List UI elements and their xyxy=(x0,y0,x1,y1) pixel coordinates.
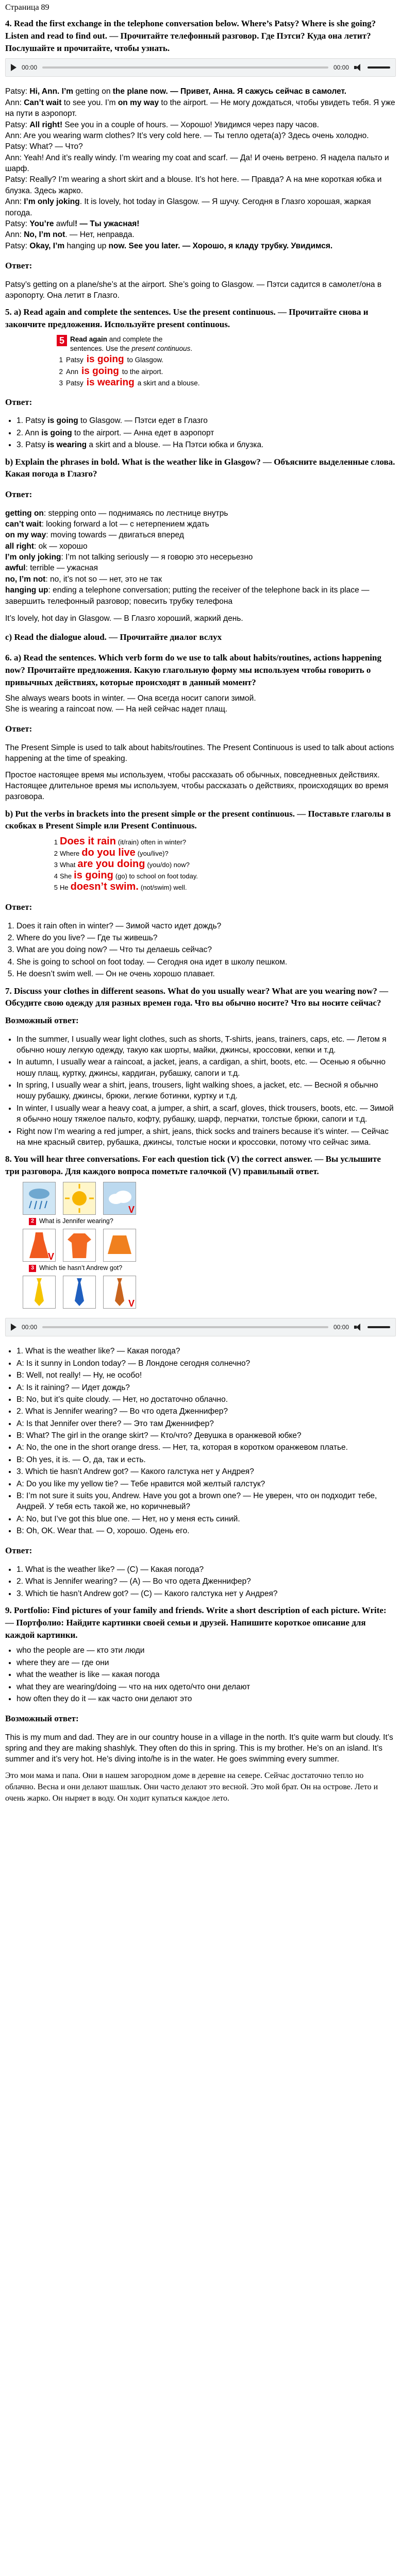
fill-number: 1 xyxy=(54,838,58,846)
question-3-label xyxy=(29,1264,396,1273)
dialog-part: Patsy: xyxy=(5,87,30,96)
dialog-line xyxy=(5,97,396,120)
blue-tie-icon xyxy=(63,1276,95,1308)
explanation: : moving towards — двигаться вперед xyxy=(46,531,184,540)
answer-text: 2. Ann xyxy=(16,428,42,437)
fill-row xyxy=(52,848,206,859)
dialog-part: See you in a couple of hours. — Хорошо! Увидимся через пару часов. xyxy=(62,120,319,129)
answer-8-list xyxy=(5,1564,396,1599)
volume-icon[interactable] xyxy=(354,1324,362,1331)
task-9-list xyxy=(5,1645,396,1704)
dialog-line: • A: Is it raining? — Идет дождь? xyxy=(16,1382,396,1393)
answer-bold: is going xyxy=(41,428,72,437)
exercise-6b-card xyxy=(52,836,206,893)
dialog-part: I’m only joking xyxy=(24,197,80,207)
option-brown-tie[interactable] xyxy=(103,1276,136,1309)
time-total: 00:00 xyxy=(333,1324,349,1331)
dialog-part: What? — Что? xyxy=(29,142,83,151)
option-cloud[interactable] xyxy=(103,1182,136,1215)
card-row-answer: is wearing xyxy=(86,377,135,388)
dialog-part: All right! xyxy=(29,120,63,129)
dialog-part: getting on xyxy=(75,87,111,96)
dialog-part: Are you wearing warm clothes? It’s very cold here. — Ты тепло одета(а)? Здесь очень холодно. xyxy=(23,131,369,140)
dialog-part: on my way xyxy=(118,98,159,107)
answer-label-6b: Ответ: xyxy=(5,902,32,912)
card-row-answer: is going xyxy=(86,354,124,365)
card-row-rest: a skirt and a blouse. xyxy=(137,379,200,387)
answer-label-8: Ответ: xyxy=(5,1546,32,1556)
answer-label-9: Возможный ответ: xyxy=(5,1714,79,1724)
phrase-explanation xyxy=(5,508,396,519)
option-blue-tie[interactable] xyxy=(63,1276,96,1309)
phrase-explanation xyxy=(5,585,396,607)
task-6b-heading: b) Put the verbs in brackets into the present simple or the present continuous. — Поставьте глаголы в скобках в Present Simple или Present Continuous. xyxy=(5,808,391,831)
dialog-line xyxy=(5,152,396,175)
dialog-part: Hi, Ann. I’m xyxy=(29,87,76,96)
fill-row xyxy=(52,882,206,893)
dialog-line: • A: No, the one in the short orange dress. — Нет, та, которая в коротком оранжевом платье. xyxy=(16,1442,396,1453)
dialog-part: Patsy: xyxy=(5,142,30,151)
answer-label-7: Возможный ответ: xyxy=(5,1015,79,1026)
phrase: all right xyxy=(5,541,34,551)
seek-bar[interactable] xyxy=(42,66,328,69)
question-2-label xyxy=(29,1217,396,1226)
dialog-line: • 1. What is the weather like? — Какая погода? xyxy=(16,1346,396,1357)
answer-item: • 3. Which tie hasn’t Andrew got? — (C) — Какого галстука нет у Андрея? xyxy=(16,1588,396,1599)
card-row xyxy=(57,378,222,388)
fill-post: (go) to school on foot today. xyxy=(115,872,198,880)
fill-row xyxy=(52,836,206,848)
phrase-explanation xyxy=(5,530,396,540)
answer-item: 4. She is going to school on foot today. — Сегодня она идет в школу пешком. xyxy=(16,957,396,968)
tick-mark: V xyxy=(128,1204,135,1215)
dialog-line xyxy=(5,174,396,196)
dialog-line: • B: Well, not really! — Ну, не особо! xyxy=(16,1370,396,1381)
card-row-rest: to Glasgow. xyxy=(127,356,164,364)
exercise-5-card xyxy=(57,335,222,388)
answer-item xyxy=(16,428,396,438)
card-row-subject: Patsy xyxy=(66,379,83,387)
dialog-part: . It is lovely, hot today in Glasgow. — Я шучу. Сегодня в Глазго хорошая, жаркая погода. xyxy=(5,197,371,217)
fill-answer: are you doing xyxy=(77,858,145,870)
phrase: no, I’m not xyxy=(5,574,46,584)
option-sun[interactable] xyxy=(63,1182,96,1215)
answer-9-ru: Это мои мама и папа. Они в нашем загородном доме в деревне на севере. Сейчас достаточно тепло но облачно. Весна и они делают шашлык. Они часто делают это весной. Это мой брат. Он на острове. Лето и очень жарко. Он ныряет в воду. Он ходит купаться каждое лето. xyxy=(5,1771,378,1803)
task-5c-heading: c) Read the dialogue aloud. — Прочитайте диалог вслух xyxy=(5,632,222,642)
dialog-line xyxy=(5,196,396,218)
dialog-part: Patsy: xyxy=(5,219,30,228)
explanation: : ending a telephone conversation; putting the receiver of the telephone back in its place — завершить телефонный разговор; повесить трубку телефона xyxy=(5,586,370,606)
option-rain-cloud[interactable] xyxy=(23,1182,56,1215)
dialog-line: • B: What? The girl in the orange skirt? — Кто/что? Девушка в оранжевой юбке? xyxy=(16,1430,396,1441)
answer-item: • In autumn, I usually wear a raincoat, a jacket, jeans, a cardigan, a shirt, boots, etc. — Осенью я обычно ношу плащ, куртку, джинсы, кардиган, рубашку, сапоги и т.д. xyxy=(16,1057,396,1079)
dialog-part: You’re xyxy=(29,219,56,228)
q2-number: 2 xyxy=(29,1218,36,1225)
card-row-rest: to the airport. xyxy=(122,367,163,376)
skirt-icon xyxy=(104,1229,136,1261)
phrase-explanation xyxy=(5,519,396,530)
dialog-line: • A: Do you like my yellow tie? — Тебе нравится мой желтый галстук? xyxy=(16,1479,396,1489)
answer-item: • In spring, I usually wear a shirt, jeans, trousers, light walking shoes, a jacket, etc. — Весной я обычно ношу рубашку, джинсы, брюки, легкие ботинки, куртку и т.д. xyxy=(16,1080,396,1102)
dialog-line: • 2. What is Jennifer wearing? — Во что одета Дженнифер? xyxy=(16,1406,396,1417)
dialog-part: ! — Ты ужасная! xyxy=(74,219,140,228)
list-item: • what they are wearing/doing — что на них одето/что они делают xyxy=(16,1682,396,1692)
audio-player-2[interactable] xyxy=(5,1318,396,1336)
explanation: : no, it’s not so — нет, это не так xyxy=(45,574,162,584)
dialog-line: • B: No, but it’s quite cloudy. — Нет, но достаточно облачно. xyxy=(16,1394,396,1405)
play-icon[interactable] xyxy=(11,64,16,71)
card-row-answer: is going xyxy=(81,365,119,377)
explanation: : ok — хорошо xyxy=(34,541,88,551)
card-row-number: 3 xyxy=(59,379,63,387)
dialog-line: • B: I’m not sure it suits you, Andrew. Have you got a brown one? — Не уверен, что он подходит тебе, Андрей. У тебя есть такой же, но коричневый? xyxy=(16,1490,396,1513)
dialog-part: Yeah! And it’s really windy. I’m wearing my coat and scarf. — Да! И очень ветрено. Я надела пальто и шарф. xyxy=(5,153,389,174)
task-6a-heading: 6. a) Read the sentences. Which verb form do we use to talk about habits/routines, actions happening now? Прочитайте предложения. Какую глагольную форму мы используем чтобы говорить о привычных действиях, которые происходят в данный момент? xyxy=(5,653,381,687)
dialog-part: the plane now. — Привет, Анна. Я сажусь сейчас в самолет. xyxy=(110,87,347,96)
answer-label-6a: Ответ: xyxy=(5,724,32,734)
answer-label-5a: Ответ: xyxy=(5,397,32,407)
fill-answer: do you live xyxy=(81,847,136,859)
answer-label-5b: Ответ: xyxy=(5,489,32,500)
q3-number: 3 xyxy=(29,1265,36,1272)
task-9-heading: 9. Portfolio: Find pictures of your family and friends. Write a short description of each picture. Write: — Портфолио: Найдите картинки своей семьи и друзей. Напишите короткое описание для каждой картинки. xyxy=(5,1605,387,1640)
dialog-line xyxy=(5,86,396,97)
dialog-part: Patsy: xyxy=(5,241,30,250)
dialog-part: Ann: xyxy=(5,230,24,240)
answer-4: Patsy’s getting on a plane/she’s at the airport. She’s going to Glasgow. — Пэтси садится в самолет/она в аэропорту. Она летит в Глазго. xyxy=(5,280,382,300)
answer-bold: is going xyxy=(47,416,78,426)
answer-item xyxy=(16,439,396,450)
volume-icon[interactable] xyxy=(354,64,362,71)
card-head-5: . xyxy=(190,345,193,353)
list-item: • where they are — где они xyxy=(16,1657,396,1668)
answer-text: to the airport. — Анна едет в аэропорт xyxy=(72,428,214,437)
option-orange-dress[interactable] xyxy=(23,1229,56,1262)
q3-text: Which tie hasn’t Andrew got? xyxy=(39,1264,123,1272)
fill-number: 5 xyxy=(54,884,58,892)
card-row-subject: Patsy xyxy=(66,356,83,364)
card-row-subject: Ann xyxy=(66,367,79,376)
tick-mark: V xyxy=(47,1251,54,1262)
dialog-line: • A: Is that Jennifer over there? — Это там Дженнифер? xyxy=(16,1418,396,1429)
sun-icon xyxy=(63,1182,95,1214)
answer-5a-list xyxy=(5,415,396,450)
explanation: : terrible — ужасная xyxy=(25,564,98,573)
fill-row xyxy=(52,859,206,870)
dialog-line: • 3. Which tie hasn’t Andrew got? — Какого галстука нет у Андрея? xyxy=(16,1466,396,1477)
task-4-heading: 4. Read the first exchange in the telephone conversation below. Where’s Patsy? Where is she going? Listen and read to find out. — Прочитайте телефонный разговор. Где Пэтси? Куда она летит? Послушайте и прочитайте, чтобы узнать. xyxy=(5,19,376,53)
phrase: I’m only joking xyxy=(5,553,61,562)
answer-text: a skirt and a blouse. — На Пэтси юбка и блузка. xyxy=(87,440,264,450)
dialog-part: Really? I’m wearing a short skirt and a blouse. It’s hot here. — Правда? А на мне короткая юбка и блузка. Здесь жарко. xyxy=(5,175,382,195)
dialog-part: Okay, I’m xyxy=(29,241,67,250)
card-row-number: 1 xyxy=(59,356,63,364)
phrase: on my way xyxy=(5,531,46,540)
answer-5b-weather: It’s lovely, hot day in Glasgow. — В Глазго хороший, жаркий день. xyxy=(5,614,243,623)
play-icon[interactable] xyxy=(11,1324,16,1331)
list-item: • who the people are — кто эти люди xyxy=(16,1645,396,1656)
card-head-3: sentences. Use the xyxy=(70,345,132,353)
exercise-badge: 5 xyxy=(57,335,67,346)
answer-item xyxy=(16,415,396,426)
dialog-part: Can’t wait xyxy=(24,98,62,107)
answer-bold: is wearing xyxy=(47,440,87,450)
fill-pre: He xyxy=(60,884,69,892)
answer-label: Ответ: xyxy=(5,261,32,271)
yellow-tie-icon xyxy=(23,1276,55,1308)
explanation: : looking forward a lot — с нетерпением ждать xyxy=(41,519,209,529)
answer-6a-1: The Present Simple is used to talk about habits/routines. The Present Continuous is used to talk about actions happening at the time of speaking. xyxy=(5,743,394,764)
answer-text: 3. Patsy xyxy=(16,440,48,450)
dialog-line: • B: Oh, OK. Wear that. — О, хорошо. Одень его. xyxy=(16,1526,396,1536)
dialog-line: • B: Oh yes, it is. — О, да, так и есть. xyxy=(16,1454,396,1465)
card-row xyxy=(57,366,222,377)
seek-bar[interactable] xyxy=(42,1326,328,1328)
phrase-explanation xyxy=(5,563,396,573)
example-6a-2: She is wearing a raincoat now. — На ней сейчас надет плащ. xyxy=(5,704,228,714)
fill-answer: is going xyxy=(74,870,113,882)
answer-5b xyxy=(5,508,396,607)
answer-item: • Right now I’m wearing a red jumper, a shirt, jeans, thick socks and trainers because it’s winter. — Сейчас на мне красный свитер, рубашка, джинсы, толстые носки и кроссовки, потому что сейчас зима. xyxy=(16,1126,396,1148)
rain-cloud-icon xyxy=(23,1182,55,1214)
fill-number: 4 xyxy=(54,872,58,880)
fill-number: 2 xyxy=(54,850,58,858)
dialog-line: • A: Is it sunny in London today? — В Лондоне сегодня солнечно? xyxy=(16,1358,396,1369)
card-head-4: present continuous xyxy=(131,345,191,353)
answer-9-en: This is my mum and dad. They are in our country house in a village in the north. It’s quite warm but cloudy. It’s spring and they are making shashlyk. They often do this in spring. This is my brother. He’s on an island. It’s summer and it’s very hot. He’s diving into/he is in the water. He goes swimming every summer. xyxy=(5,1733,393,1764)
task-5a-heading: 5. a) Read again and complete the sentences. Use the present continuous. — Прочитайте снова и закончите предложения. Используйте present continuous. xyxy=(5,307,369,330)
phrase: getting on xyxy=(5,509,44,518)
answer-6b-list xyxy=(5,921,396,980)
answer-6a-2: Простое настоящее время мы используем, чтобы рассказать об обычных, повседневных действиях. Настоящее длительное время мы используем, чтобы рассказать о действиях, происходящих во время разговора. xyxy=(5,770,389,802)
dialog-part: to the airport. — Не могу дождаться, чтобы увидеть тебя. Я уже на пути в аэропорт. xyxy=(5,98,395,118)
fill-number: 3 xyxy=(54,861,58,869)
option-orange-shirt[interactable] xyxy=(63,1229,96,1262)
dialog-part: Ann: xyxy=(5,197,24,207)
dialog-line xyxy=(5,229,396,240)
time-current: 00:00 xyxy=(22,1324,38,1331)
example-6a-1: She always wears boots in winter. — Она всегда носит сапоги зимой. xyxy=(5,693,256,703)
dialog-line xyxy=(5,141,396,152)
dialog-4 xyxy=(5,86,396,251)
answer-7-list xyxy=(5,1034,396,1148)
tick-mark: V xyxy=(128,1298,135,1309)
q2-options xyxy=(23,1229,396,1262)
answer-item: • In the summer, I usually wear light clothes, such as shorts, T-shirts, jeans, trainers, caps, etc. — Летом я обычно ношу легкую одежду, такую как шорты, майки, джинсы, кроссовки, кепки и т.д. xyxy=(16,1034,396,1056)
fill-pre: What xyxy=(60,861,76,869)
answer-item: 5. He doesn’t swim well. — Он не очень хорошо плавает. xyxy=(16,969,396,979)
fill-post: (you/live)? xyxy=(137,850,169,858)
shirt-icon xyxy=(63,1229,95,1261)
dialog-part: No, I’m not xyxy=(24,230,65,240)
q2-text: What is Jennifer wearing? xyxy=(39,1217,113,1225)
volume-slider[interactable] xyxy=(367,1326,390,1328)
task-5b-heading: b) Explain the phrases in bold. What is the weather like in Glasgow? — Объясните выделенные слова. Какая погода в Глазго? xyxy=(5,456,395,479)
answer-item: 3. What are you doing now? — Что ты делаешь сейчас? xyxy=(16,944,396,955)
card-head-1: Read again xyxy=(70,335,108,343)
card-row xyxy=(57,354,222,365)
fill-answer: Does it rain xyxy=(60,836,116,848)
dialog-line xyxy=(5,130,396,141)
explanation: : stepping onto — поднимаясь по лестнице внутрь xyxy=(43,509,228,518)
list-item: • how often they do it — как часто они делают это xyxy=(16,1693,396,1704)
answer-text: 1. Patsy xyxy=(16,416,48,426)
task-7-heading: 7. Discuss your clothes in different seasons. What do you usually wear? What are you wearing now? — Обсудите свою одежду для разных времен года. Что вы обычно носите? Что вы носите сейчас? xyxy=(5,986,389,1008)
dialog-part: . — Нет, неправда. xyxy=(65,230,135,240)
q1-options xyxy=(23,1182,396,1215)
dialog-part: Patsy: xyxy=(5,175,30,184)
dialog-8-list xyxy=(5,1346,396,1536)
phrase: hanging up xyxy=(5,586,48,595)
fill-post: (you/do) now? xyxy=(147,861,190,869)
option-orange-skirt[interactable] xyxy=(103,1229,136,1262)
card-head-2: and complete the xyxy=(107,335,163,343)
answer-item: • In winter, I usually wear a heavy coat, a jumper, a shirt, a scarf, gloves, thick trousers, boots, etc. — Зимой я обычно ношу тяжелое пальто, кофту, рубашку, шарф, перчатки, толстые брюки, сапоги и т.д. xyxy=(16,1103,396,1125)
dialog-line: • A: No, but I’ve got this blue one. — Нет, но у меня есть синий. xyxy=(16,1514,396,1524)
time-current: 00:00 xyxy=(22,64,38,72)
fill-post: (it/rain) often in winter? xyxy=(118,838,187,846)
audio-player[interactable] xyxy=(5,58,396,77)
fill-post: (not/swim) well. xyxy=(140,884,187,892)
dialog-part: awful xyxy=(56,219,75,228)
answer-item: • 1. What is the weather like? — (C) — Какая погода? xyxy=(16,1564,396,1575)
dialog-part: hanging up xyxy=(66,241,107,250)
dialog-part: Patsy: xyxy=(5,120,30,129)
fill-row xyxy=(52,870,206,882)
card-row-number: 2 xyxy=(59,367,63,376)
fill-answer: doesn’t swim. xyxy=(70,881,139,893)
dialog-line xyxy=(5,241,396,251)
dialog-part: now. See you later. — Хорошо, я кладу трубку. Увидимся. xyxy=(106,241,333,250)
dialog-part: Ann: xyxy=(5,153,24,162)
answer-item: 1. Does it rain often in winter? — Зимой часто идет дождь? xyxy=(16,921,396,931)
task-8-heading: 8. You will hear three conversations. For each question tick (V) the correct answer. — Вы услышите три разговора. Для каждого вопроса пометьте галочкой (V) правильный ответ. xyxy=(5,1154,381,1177)
phrase-explanation xyxy=(5,574,396,585)
list-item: • what the weather is like — какая погода xyxy=(16,1669,396,1680)
fill-pre: She xyxy=(60,872,72,880)
explanation: : I’m not talking seriously — я говорю это несерьезно xyxy=(61,553,253,562)
dialog-line xyxy=(5,218,396,229)
phrase: awful xyxy=(5,564,26,573)
answer-item: • 2. What is Jennifer wearing? — (A) — Во что одета Дженнифер? xyxy=(16,1576,396,1587)
q3-options xyxy=(23,1276,396,1309)
phrase-explanation xyxy=(5,552,396,563)
dialog-part: Ann: xyxy=(5,98,24,107)
phrase: can’t wait xyxy=(5,519,42,529)
answer-item: 2. Where do you live? — Где ты живешь? xyxy=(16,933,396,943)
phrase-explanation xyxy=(5,541,396,552)
option-yellow-tie[interactable] xyxy=(23,1276,56,1309)
time-total: 00:00 xyxy=(333,64,349,72)
dialog-part: Ann: xyxy=(5,131,24,140)
fill-pre: Where xyxy=(60,850,80,858)
page-label: Страница 89 xyxy=(5,3,49,12)
answer-text: to Glasgow. — Пэтси едет в Глазго xyxy=(78,416,208,426)
dialog-part: to see you. I’m xyxy=(61,98,118,107)
volume-slider[interactable] xyxy=(367,66,390,69)
dialog-line xyxy=(5,120,396,130)
